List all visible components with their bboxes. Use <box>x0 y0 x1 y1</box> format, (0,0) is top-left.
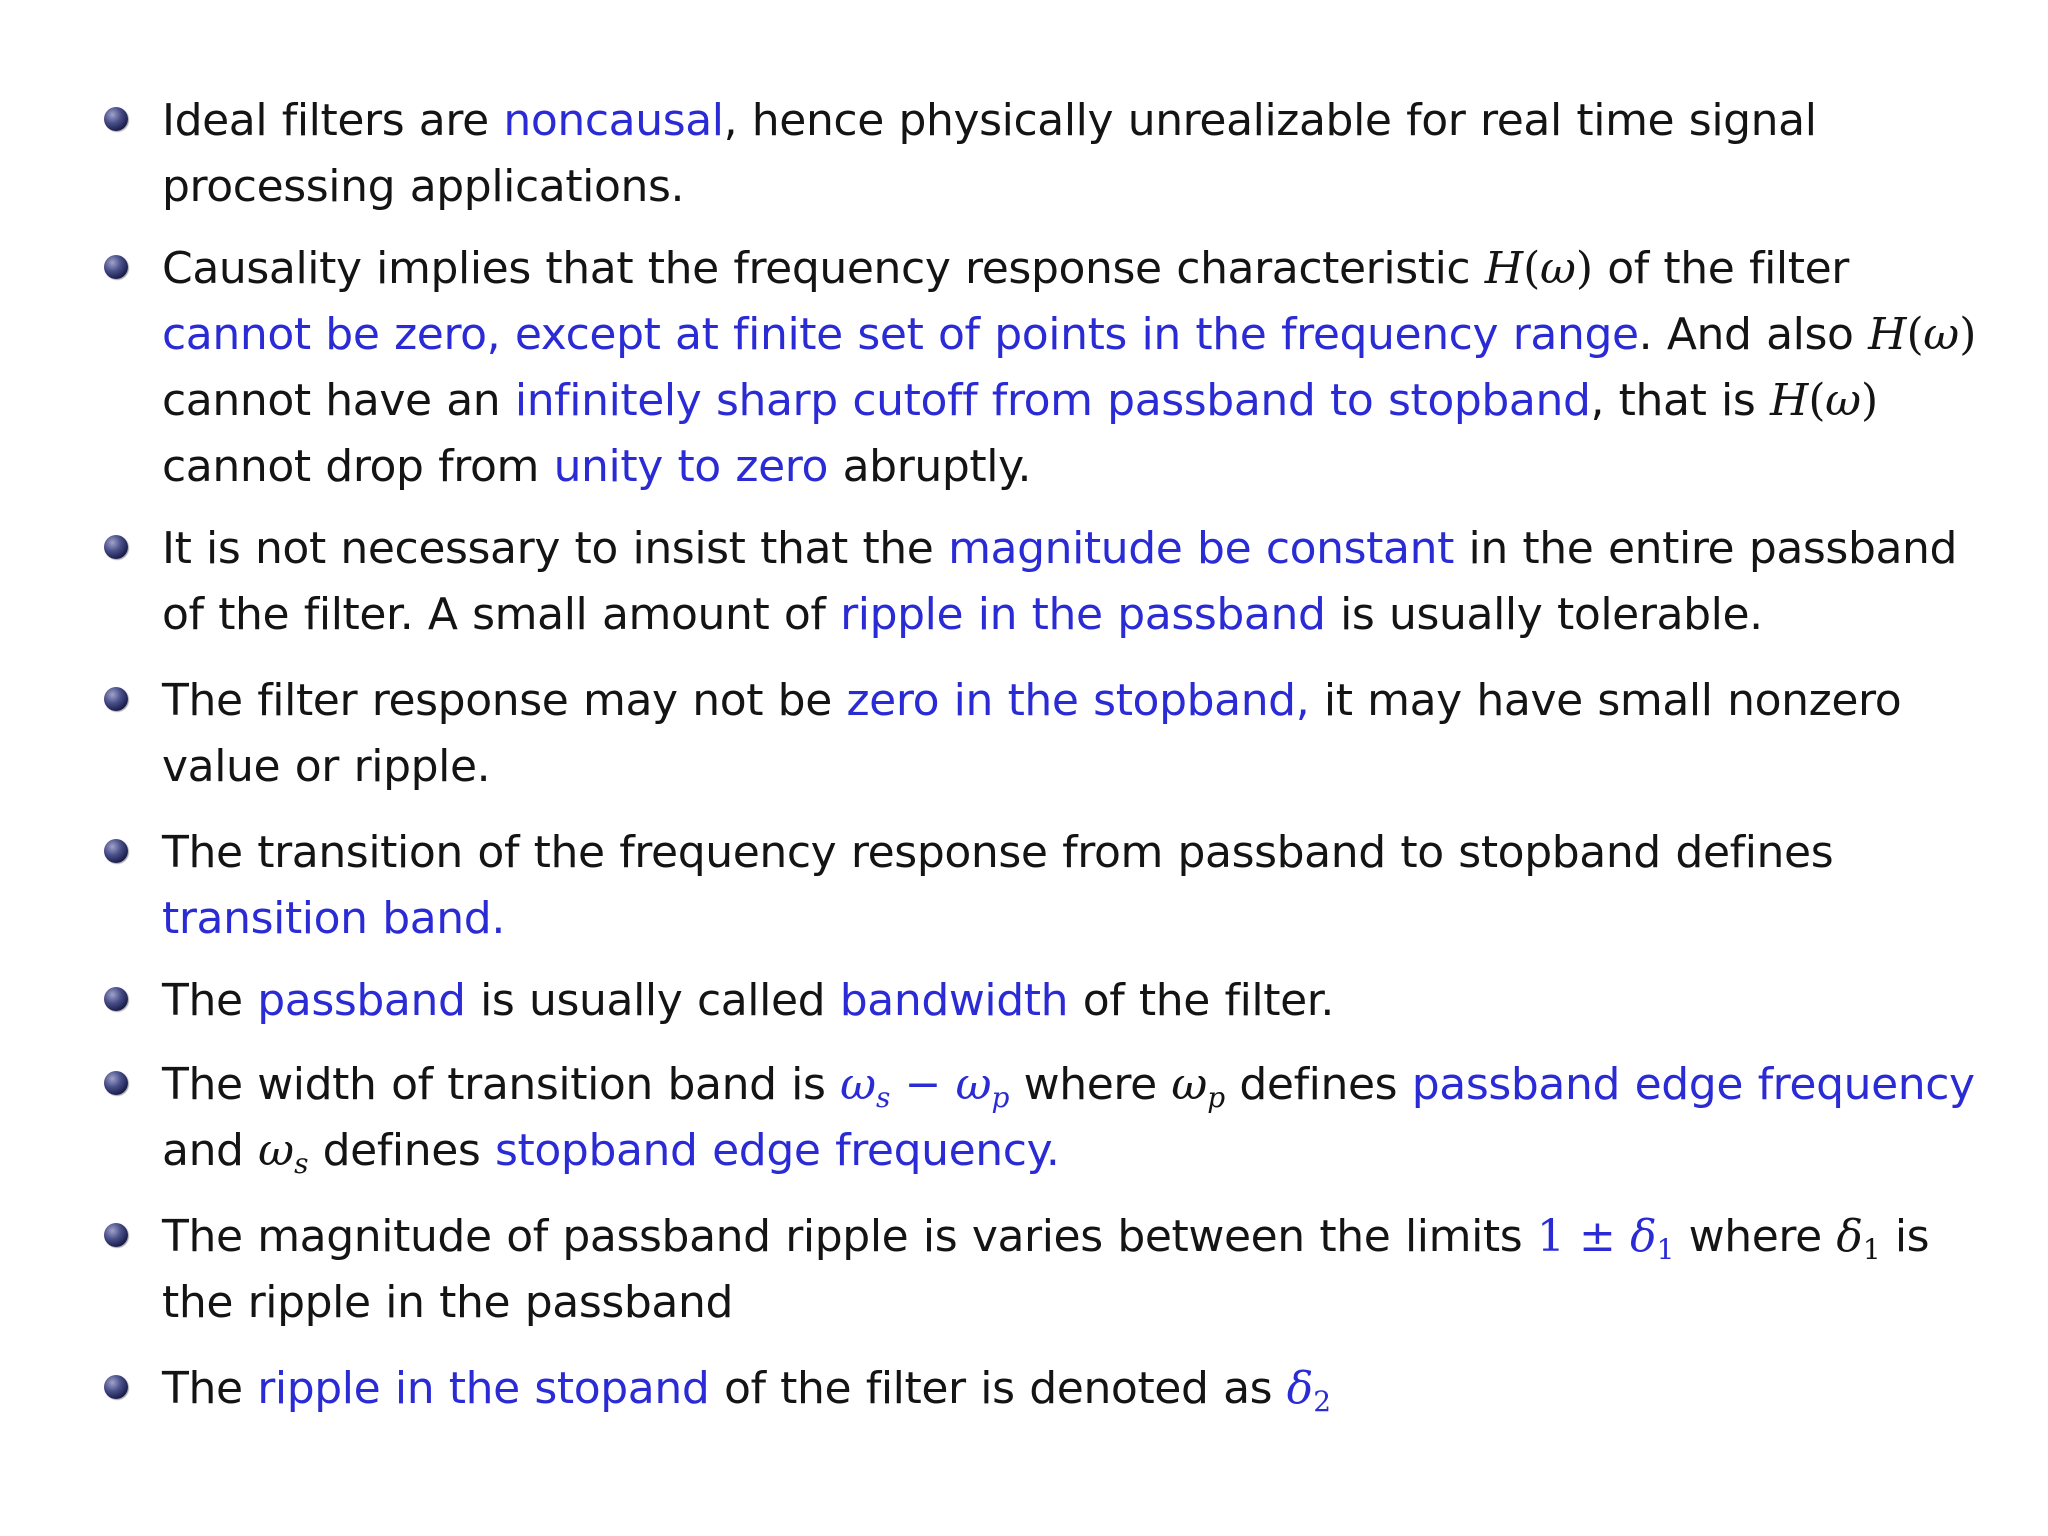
text-span: is usually tolerable. <box>1325 589 1763 640</box>
text-span: The magnitude of passband ripple is varies between the limits <box>162 1211 1537 1262</box>
text-span: abruptly. <box>828 441 1032 492</box>
bullet-dot-icon <box>104 1071 128 1095</box>
text-span: Ideal filters are <box>162 95 504 146</box>
bullet-item <box>104 820 1984 952</box>
bullet-item <box>104 668 1984 800</box>
math-symbol: ) <box>1959 309 1976 360</box>
math-symbol: ) <box>1575 243 1593 294</box>
text-span: The <box>162 975 258 1026</box>
bullet-text <box>162 1211 1929 1328</box>
bullet-item <box>104 1356 1984 1422</box>
bullet-text <box>162 1363 1331 1418</box>
math-symbol: δ <box>1836 1211 1863 1262</box>
text-span: is the ripple in the passband <box>162 1211 1930 1328</box>
text-span: of the filter is denoted as <box>709 1363 1287 1414</box>
highlighted-term: δ <box>1630 1211 1657 1262</box>
bullet-item <box>104 516 1984 648</box>
text-span: and <box>162 1125 259 1176</box>
text-span: The transition of the frequency response from passband to stopband defines <box>162 827 1834 878</box>
text-span: cannot drop from <box>162 441 554 492</box>
math-symbol: ω <box>1923 309 1960 360</box>
highlighted-term: − <box>890 1059 956 1110</box>
text-span: Causality implies that the frequency response characteristic <box>162 243 1485 294</box>
text-span: It is not necessary to insist that the <box>162 523 949 574</box>
bullet-item <box>104 968 1984 1034</box>
bullet-item <box>104 1052 1984 1184</box>
bullet-text <box>162 827 1833 944</box>
bullet-dot-icon <box>104 535 128 559</box>
bullet-dot-icon <box>104 1375 128 1399</box>
highlighted-term: passband <box>257 975 466 1026</box>
highlighted-term: unity to zero <box>553 441 829 492</box>
highlighted-term: ripple in the passband <box>840 589 1326 640</box>
bullet-text <box>162 975 1334 1026</box>
highlighted-term: ripple in the stopand <box>257 1363 710 1414</box>
text-span: The <box>162 1363 258 1414</box>
highlighted-term: magnitude be constant <box>948 523 1454 574</box>
highlighted-term: passband edge frequency <box>1411 1059 1975 1110</box>
text-span: it may have small nonzero value or ripple. <box>162 675 1902 792</box>
bullet-text <box>162 243 1976 492</box>
bullet-item <box>104 236 1984 500</box>
bullet-text <box>162 523 1957 640</box>
text-span: . And also <box>1638 309 1869 360</box>
math-subscript: p <box>991 1081 1010 1114</box>
math-symbol: ( <box>1906 309 1924 360</box>
text-span: , hence physically unrealizable for real time signal processing applications. <box>162 95 1817 212</box>
highlighted-term: cannot be zero, except at finite set of points in the frequency range <box>162 309 1639 360</box>
bullet-dot-icon <box>104 1223 128 1247</box>
bullet-text <box>162 675 1901 792</box>
text-span: where <box>1009 1059 1172 1110</box>
text-span: The filter response may not be <box>162 675 847 726</box>
text-span: cannot have an <box>162 375 515 426</box>
text-span: where <box>1674 1211 1837 1262</box>
bullet-list <box>104 88 1984 1439</box>
text-span: defines <box>1224 1059 1412 1110</box>
math-symbol: ω <box>1539 243 1576 294</box>
highlighted-term: stopband edge frequency. <box>495 1125 1060 1176</box>
text-span: of the filter. <box>1068 975 1335 1026</box>
bullet-item <box>104 88 1984 220</box>
math-symbol: ( <box>1523 243 1540 294</box>
math-subscript: 1 <box>1656 1233 1675 1266</box>
math-symbol: H <box>1769 375 1809 426</box>
math-subscript: 2 <box>1313 1385 1331 1418</box>
highlighted-term: noncausal <box>503 95 724 146</box>
math-subscript: 1 <box>1862 1233 1881 1266</box>
math-symbol: ω <box>1171 1059 1208 1110</box>
bullet-dot-icon <box>104 687 128 711</box>
highlighted-term: ω <box>840 1059 877 1110</box>
bullet-dot-icon <box>104 987 128 1011</box>
text-span: The width of transition band is <box>162 1059 841 1110</box>
text-span: defines <box>308 1125 496 1176</box>
bullet-text <box>162 1059 1975 1180</box>
math-symbol: ω <box>258 1125 295 1176</box>
highlighted-term: zero in the stopband, <box>846 675 1310 726</box>
text-span: in the entire passband of the filter. A small amount of <box>162 523 1958 640</box>
bullet-text <box>162 95 1817 212</box>
highlighted-term: infinitely sharp cutoff from passband to stopband <box>514 375 1591 426</box>
math-symbol: ( <box>1808 375 1826 426</box>
math-symbol: H <box>1484 243 1524 294</box>
bullet-dot-icon <box>104 255 128 279</box>
highlighted-term: bandwidth <box>839 975 1069 1026</box>
bullet-item <box>104 1204 1984 1336</box>
math-subscript: s <box>294 1147 309 1180</box>
highlighted-term: transition band. <box>162 893 505 944</box>
math-subscript: p <box>1207 1081 1225 1114</box>
math-symbol: ) <box>1861 375 1878 426</box>
bullet-dot-icon <box>104 107 128 131</box>
text-span: of the filter <box>1592 243 1849 294</box>
math-symbol: ω <box>1825 375 1861 426</box>
text-span: is usually called <box>465 975 840 1026</box>
math-symbol: H <box>1868 309 1907 360</box>
highlighted-term: ω <box>955 1059 992 1110</box>
math-subscript: s <box>876 1081 890 1114</box>
bullet-dot-icon <box>104 839 128 863</box>
text-span: , that is <box>1590 375 1770 426</box>
highlighted-term: δ <box>1286 1363 1314 1414</box>
highlighted-term: 1 ± <box>1536 1211 1631 1262</box>
